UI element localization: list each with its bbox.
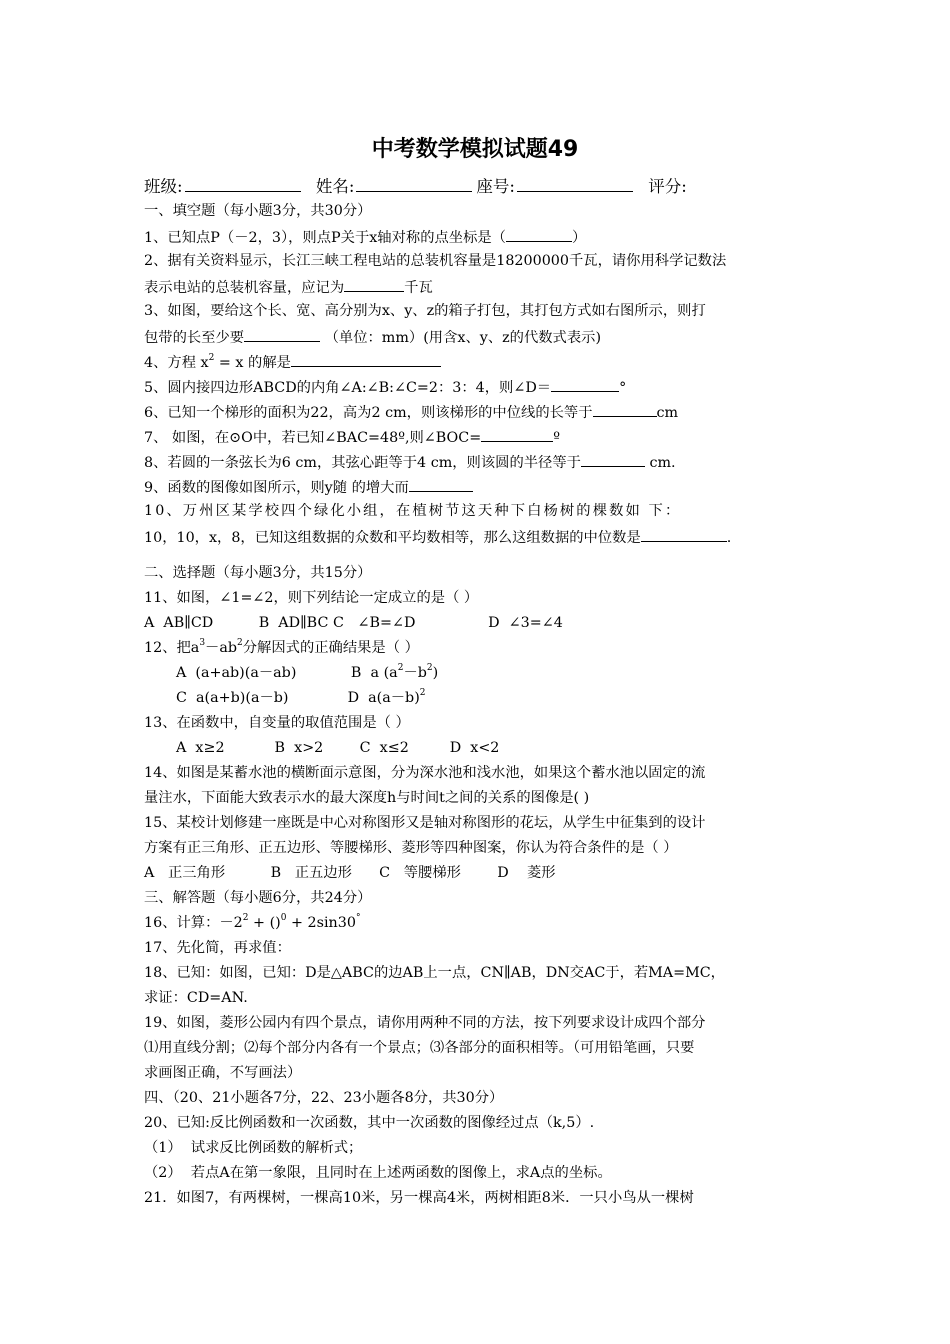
question-20-part-2: （2） 若点A在第一象限，且同时在上述两函数的图像上，求A点的坐标。: [144, 1165, 612, 1181]
question-9-text: 9、函数的图像如图所示，则y随 的增大而: [144, 480, 409, 496]
question-12-options-cd: [176, 688, 856, 708]
section-3-heading: 三、解答题（每小题6分，共24分）: [144, 890, 372, 906]
answer-blank: [506, 226, 572, 242]
section-4-heading: 四、（20、21小题各7分，22、23小题各8分，共30分）: [144, 1090, 504, 1106]
question-19-line-2: ⑴用直线分割；⑵每个部分内各有一个景点；⑶各部分的面积相等。（可用铅笔画，只要: [144, 1040, 695, 1056]
question-4-text-2: = x 的解是: [214, 355, 291, 371]
degree-sign: º: [553, 430, 560, 446]
question-16-text: 16、计算：－2: [144, 915, 243, 931]
question-8: [144, 451, 824, 473]
question-2-text: 表示电站的总装机容量，应记为: [144, 280, 345, 296]
question-6-text: 6、已知一个梯形的面积为22，高为2 cm，则该梯形的中位线的长等于: [144, 405, 593, 421]
question-8-text: 8、若圆的一条弦长为6 cm，其弦心距等于4 cm，则该圆的半径等于: [144, 455, 581, 471]
answer-blank: [641, 526, 727, 542]
question-15-line-2: 方案有正三角形、正五边形、等腰梯形、菱形等四种图案，你认为符合条件的是（ ）: [144, 840, 678, 856]
question-12: [144, 638, 824, 658]
question-6: [144, 401, 824, 423]
question-15-options: A 正三角形 B 正五边形 C 等腰梯形 D 菱形: [144, 865, 556, 881]
question-12-text-3: 分解因式的正确结果是（ ）: [242, 640, 419, 656]
seat-blank: [517, 174, 633, 192]
question-12-options-ab: [176, 663, 856, 683]
seat-label: 座号:: [476, 177, 515, 196]
question-16-text-3: + 2sin30: [286, 915, 356, 931]
exponent: 2: [419, 688, 426, 699]
question-5: [144, 376, 824, 398]
answer-blank: [593, 401, 657, 417]
question-2-unit: 千瓦: [404, 280, 433, 296]
question-7-text: 7、 如图，在⊙O中，若已知∠BAC=48º,则∠BOC=: [144, 430, 482, 446]
question-3-line-1: 3、如图，要给这个长、宽、高分别为x、y、z的箱子打包，其打包方式如右图所示，则打: [144, 303, 706, 319]
exponent: 0: [280, 913, 287, 924]
question-1-text: 1、已知点P（－2，3），则点P关于x轴对称的点坐标是（: [144, 230, 506, 246]
section-2-heading: 二、选择题（每小题3分，共15分）: [144, 565, 372, 581]
exponent: 2: [242, 913, 249, 924]
name-label: 姓名:: [315, 177, 355, 196]
student-info-row: [144, 174, 687, 200]
question-3-unit: （单位：mm）(用含x、y、z的代数式表示): [320, 330, 602, 346]
question-17: 17、先化简，再求值：: [144, 940, 291, 956]
answer-blank: [291, 351, 441, 367]
score-label: 评分:: [648, 177, 687, 196]
question-3-line-2: [144, 326, 824, 348]
question-6-unit: cm: [656, 405, 679, 421]
answer-blank: [551, 376, 619, 392]
question-13: 13、在函数中，自变量的取值范围是（ ）: [144, 715, 410, 731]
exponent: 2: [237, 638, 243, 649]
class-label: 班级:: [144, 177, 183, 196]
class-blank: [185, 174, 301, 192]
question-4: [144, 351, 824, 373]
option-text: ): [432, 665, 439, 681]
answer-blank: [344, 276, 404, 292]
degree-sign: °: [355, 913, 361, 924]
question-12-text-2: －ab: [205, 640, 238, 656]
degree-sign: °: [619, 380, 627, 396]
question-19-line-3: 求画图正确，不写画法）: [144, 1065, 302, 1081]
question-16-text-2: + (): [248, 915, 281, 931]
question-20-part-1: （1） 试求反比例函数的解析式；: [144, 1140, 363, 1156]
question-18-line-1: 18、已知：如图，已知：D是△ABC的边AB上一点，CN∥AB，DN交AC于，若MA=MC，: [144, 965, 725, 981]
question-21: 21．如图7，有两棵树，一棵高10米，另一棵高4米，两树相距8米．一只小鸟从一棵树: [144, 1190, 694, 1206]
question-20: 20、已知:反比例函数和一次函数，其中一次函数的图像经过点（k,5）.: [144, 1115, 595, 1131]
question-5-text: 5、圆内接四边形ABCD的内角∠A:∠B:∠C=2：3：4，则∠D＝: [144, 380, 552, 396]
question-15-line-1: 15、某校计划修建一座既是中心对称图形又是轴对称图形的花坛，从学生中征集到的设计: [144, 815, 706, 831]
question-19-line-1: 19、如图，菱形公园内有四个景点，请你用两种不同的方法，按下列要求设计成四个部分: [144, 1015, 706, 1031]
question-7: [144, 426, 824, 448]
question-13-options: A x≥2 B x>2 C x≤2 D x<2: [176, 740, 500, 756]
option-text: C a(a+b)(a－b) D a(a－b): [176, 690, 420, 706]
answer-blank: [481, 426, 553, 442]
question-14-line-1: 14、如图是某蓄水池的横断面示意图，分为深水池和浅水池，如果这个蓄水池以固定的流: [144, 765, 706, 781]
question-16: [144, 913, 824, 933]
question-8-unit: cm.: [644, 455, 676, 471]
question-3-text: 包带的长至少要: [144, 330, 245, 346]
answer-blank: [409, 476, 473, 492]
answer-blank: [244, 326, 320, 342]
option-text: A (a+ab)(a－ab) B a (a: [176, 665, 398, 681]
option-text: －b: [403, 665, 427, 681]
exponent: 3: [199, 638, 206, 649]
page-title: 中考数学模拟试题49: [371, 137, 579, 162]
answer-blank: [581, 451, 645, 467]
question-12-text: 12、把a: [144, 640, 200, 656]
exponent: 2: [426, 663, 433, 674]
question-2-line-1: 2、据有关资料显示，长江三峡工程电站的总装机容量是18200000千瓦，请你用科学记数法: [144, 253, 727, 269]
question-10-line-1: 10、万州区某学校四个绿化小组，在植树节这天种下白杨树的棵数如 下：: [144, 503, 682, 519]
name-blank: [356, 174, 472, 192]
exponent: 2: [208, 353, 215, 364]
question-1: [144, 226, 824, 248]
question-18-line-2: 求证：CD=AN.: [144, 990, 248, 1006]
section-1-heading: 一、填空题（每小题3分，共30分）: [144, 203, 372, 219]
question-2-line-2: [144, 276, 824, 298]
question-1-close: ）: [571, 230, 587, 246]
question-9: [144, 476, 824, 498]
question-4-text: 4、方程 x: [144, 355, 209, 371]
exponent: 2: [397, 663, 404, 674]
question-10-text: 10，10，x，8，已知这组数据的众数和平均数相等，那么这组数据的中位数是: [144, 530, 641, 546]
period: .: [726, 530, 732, 546]
question-11: 11、如图，∠1=∠2，则下列结论一定成立的是（ ）: [144, 590, 479, 606]
question-10-line-2: [144, 526, 824, 548]
question-11-options: A AB∥CD B AD∥BC C ∠B=∠D D ∠3=∠4: [144, 615, 563, 631]
question-14-line-2: 量注水，下面能大致表示水的最大深度h与时间t之间的关系的图像是( ): [144, 790, 590, 806]
